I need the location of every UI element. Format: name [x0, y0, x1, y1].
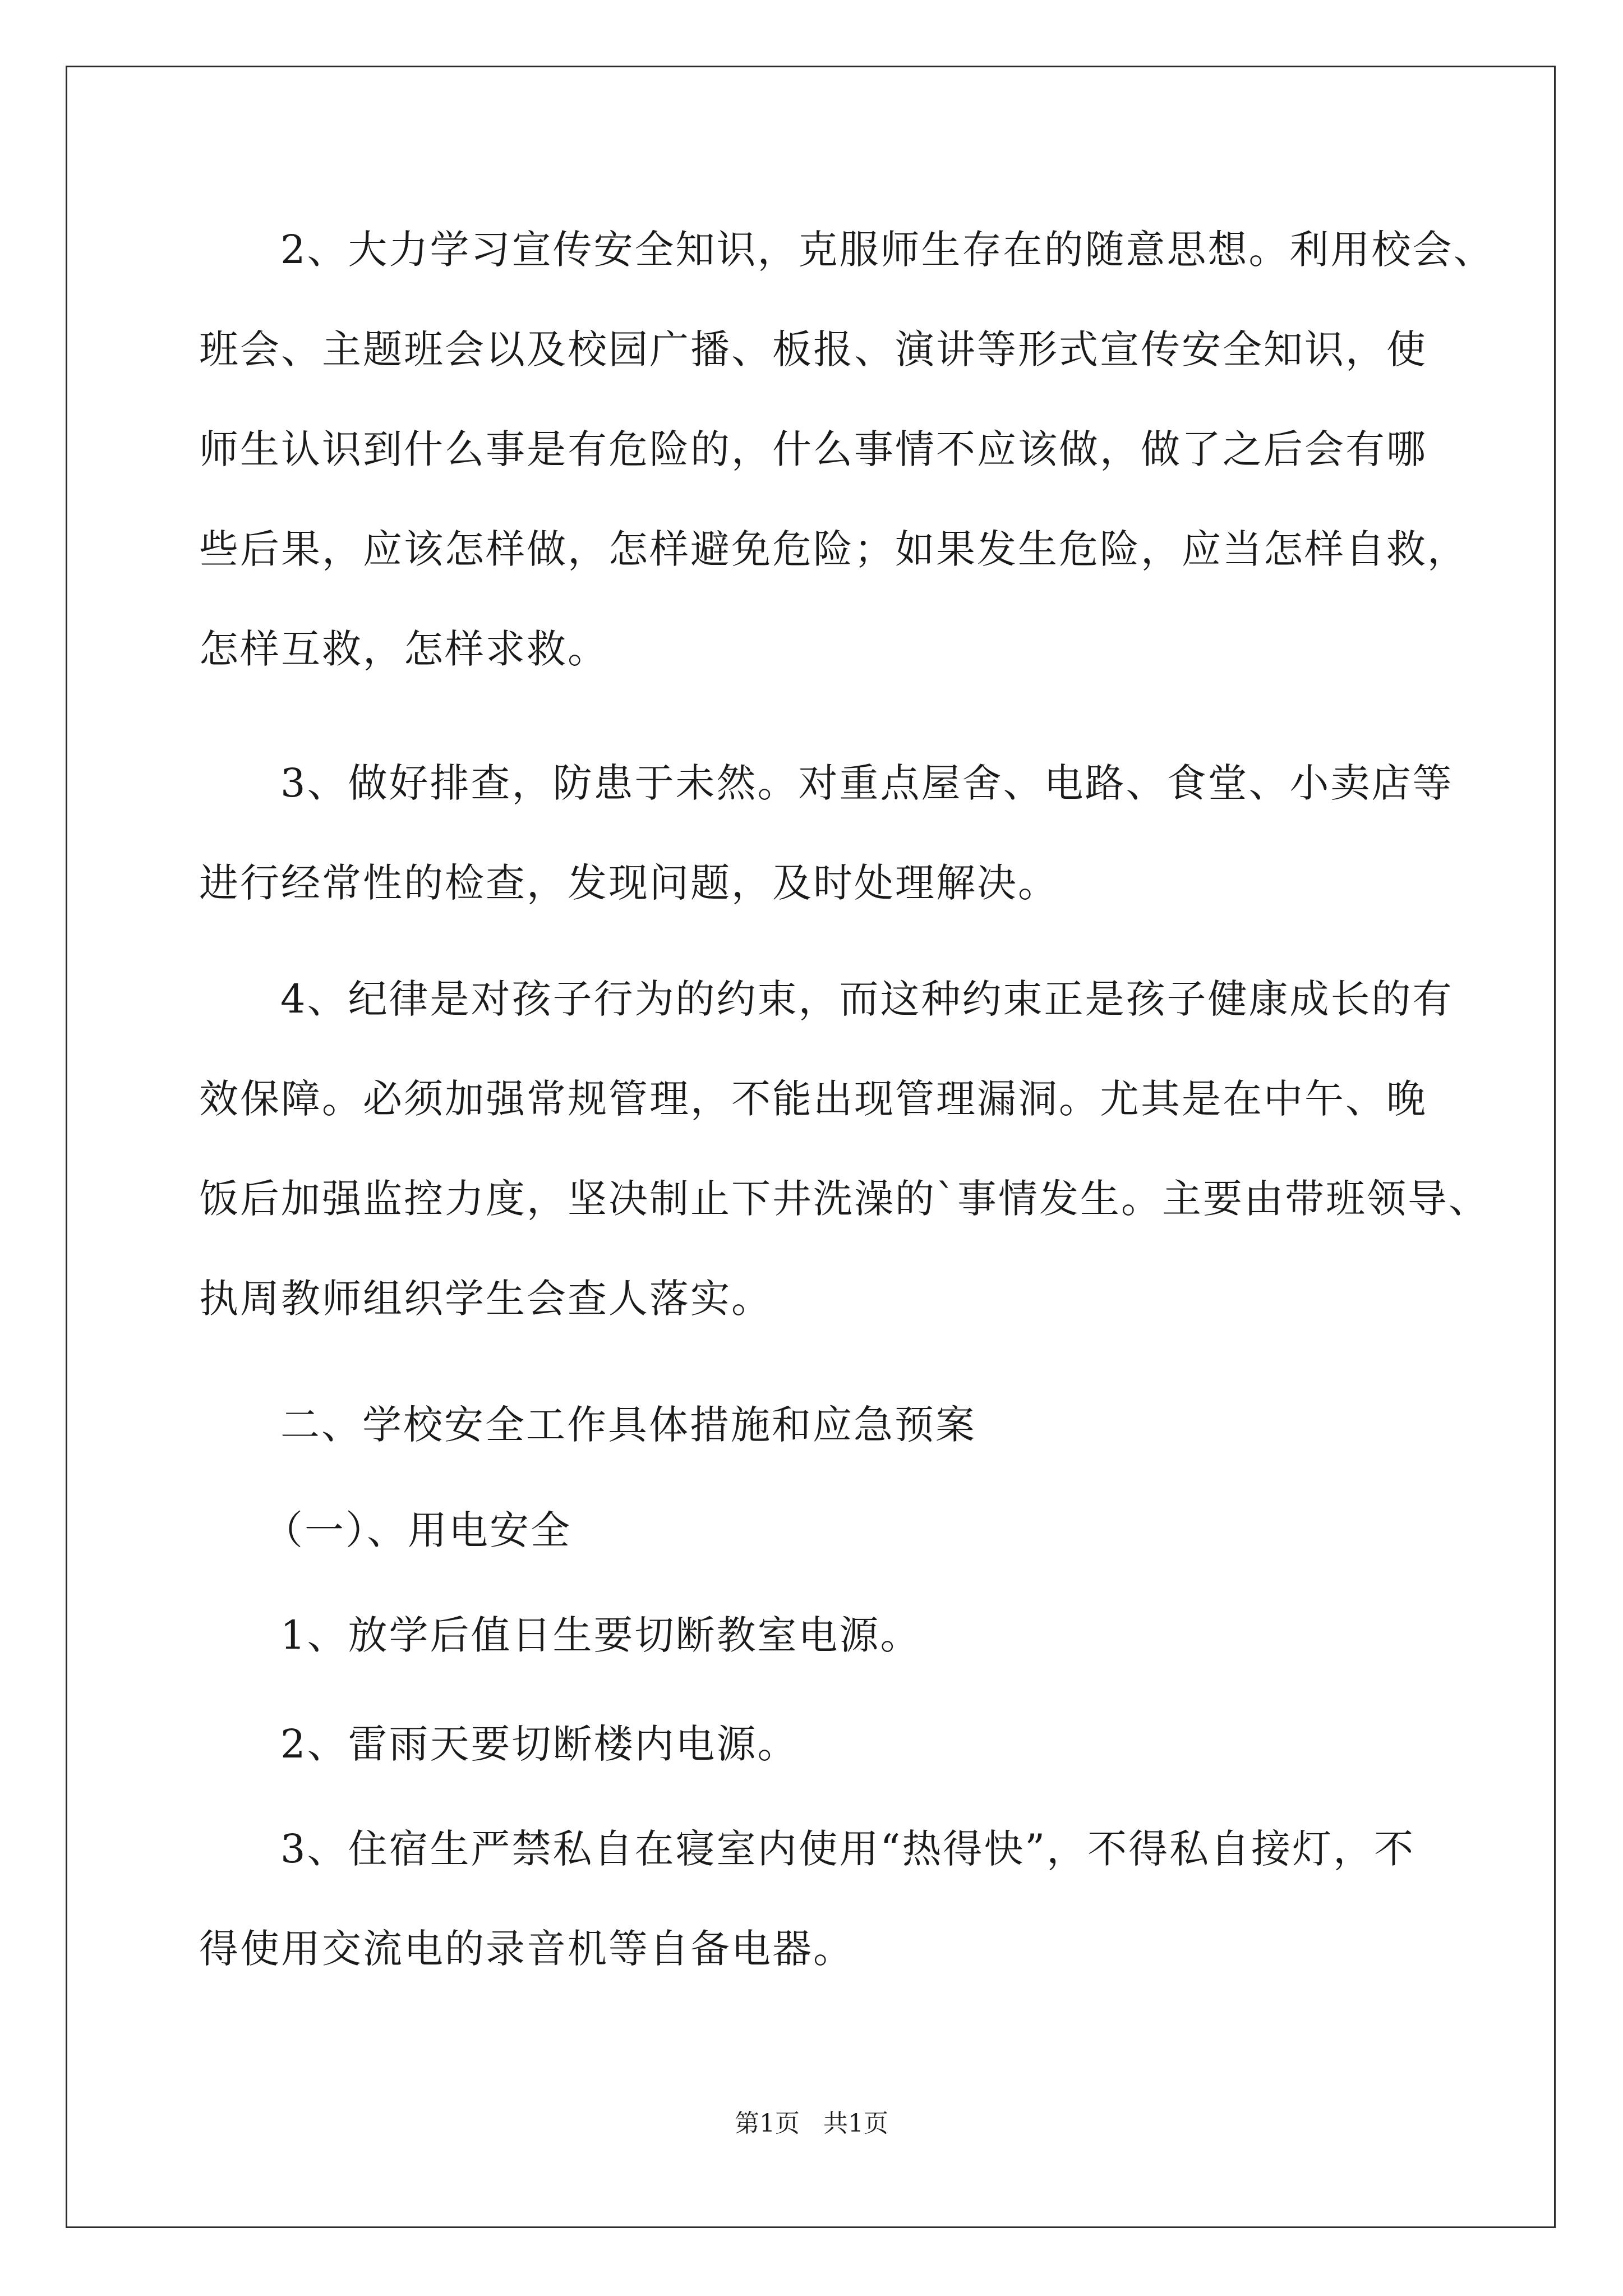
text-line-1: 2、大力学习宣传安全知识，克服师生存在的随意思想。利用校会、	[280, 227, 1495, 273]
text-line-17: 得使用交流电的录音机等自备电器。	[199, 1926, 854, 1972]
text-line-5: 怎样互救，怎样求救。	[199, 626, 608, 672]
text-line-7: 进行经常性的检查，发现问题，及时处理解决。	[199, 860, 1059, 906]
text-line-14: 1、放学后值日生要切断教室电源。	[280, 1612, 921, 1658]
text-line-6: 3、做好排查，防患于未然。对重点屋舍、电路、食堂、小卖店等	[280, 760, 1454, 806]
text-line-4: 些后果，应该怎样做，怎样避免危险；如果发生危险，应当怎样自救，	[199, 526, 1468, 572]
text-line-9: 效保障。必须加强常规管理，不能出现管理漏洞。尤其是在中午、晚	[199, 1076, 1427, 1122]
text-line-15: 2、雷雨天要切断楼内电源。	[280, 1721, 799, 1767]
text-line-10: 饭后加强监控力度，坚决制止下井洗澡的`事情发生。主要由带班领导、	[199, 1176, 1490, 1222]
text-line-3: 师生认识到什么事是有危险的，什么事情不应该做，做了之后会有哪	[199, 426, 1427, 472]
text-line-11: 执周教师组织学生会查人落实。	[199, 1276, 772, 1322]
section-heading: 二、学校安全工作具体措施和应急预案	[280, 1402, 976, 1448]
text-line-16: 3、住宿生严禁私自在寝室内使用“热得快”，不得私自接灯，不	[280, 1826, 1415, 1872]
page-number-footer: 第1页 共1页	[735, 2109, 888, 2138]
text-line-2: 班会、主题班会以及校园广播、板报、演讲等形式宣传安全知识，使	[199, 326, 1427, 372]
page-border	[66, 66, 1556, 2228]
text-line-8: 4、纪律是对孩子行为的约束，而这种约束正是孩子健康成长的有	[280, 976, 1454, 1022]
subsection-heading: （一）、用电安全	[264, 1507, 571, 1553]
